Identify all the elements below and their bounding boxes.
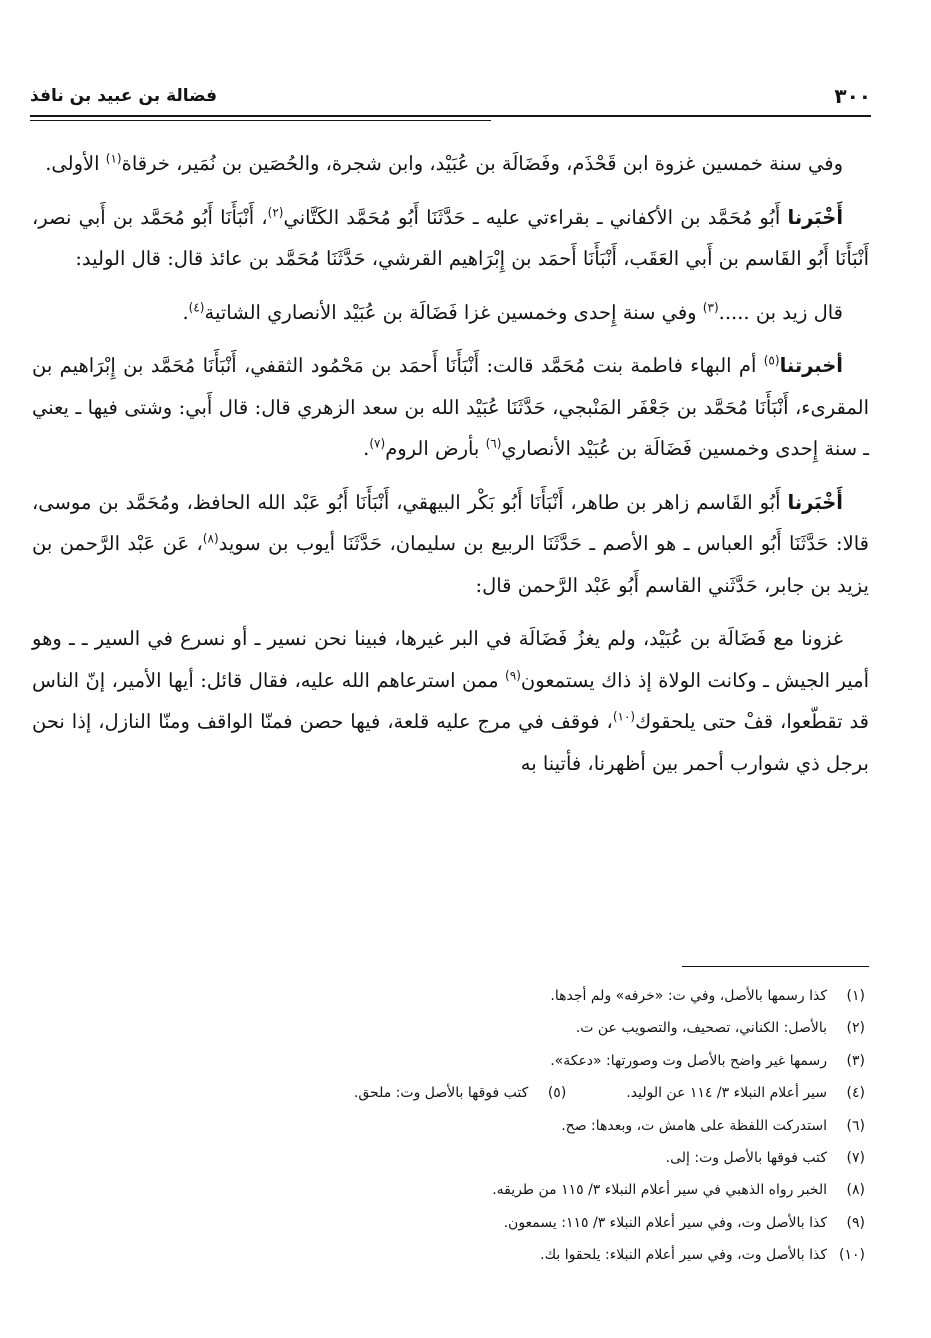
footnote-text: الخبر رواه الذهبي في سير أعلام النبلاء ٣/ ١١٥ من طريقه. (492, 1182, 827, 1199)
footnote-marker: (٦) (485, 436, 502, 451)
footnote-marker: (٤) (188, 300, 205, 314)
paragraph-text: . (182, 300, 189, 324)
isnad-keyword: أَخْبَرنا (787, 205, 844, 229)
paragraph (32, 618, 869, 784)
paragraph-text: أَبُو مُحَمَّد بن الأكفاني ـ بقراءتي عليه ـ حَدَّثَنَا أَبُو مُحَمَّد الكَتَّاني (283, 205, 788, 229)
isnad-keyword: أَخْبَرنا (787, 490, 843, 514)
paragraph-text: وفي سنة خمسين غزوة ابن قَحْذَم، وفَضَالَة بن عُبَيْد، وابن شجرة، والحُصَين بن نُمَير، خرقاة (121, 152, 843, 175)
footnote-number: (٩) (846, 1214, 865, 1231)
paragraph-text: ، فوقف في مرج عليه قلعة، فيها حصن فمنّا الواقف ومنّا النازل، إذا نحن برجل ذي شوارب أحمر بين أظهرنا، فأتينا به (32, 710, 869, 775)
footnote-number: (٥) (547, 1085, 567, 1102)
page-number: ٣٠٠ (834, 84, 871, 108)
paragraph (32, 292, 869, 334)
paragraph-text: . (363, 437, 370, 460)
footnote-text: كذا بالأصل وت، وفي سير أعلام النبلاء: يلحقوا بك. (540, 1247, 827, 1264)
paragraph (32, 143, 869, 185)
header-rule (30, 115, 871, 117)
isnad-keyword: أخبرتنا (779, 354, 843, 377)
paragraph-text: ، أَنْبَأَنَا أَبُو مُحَمَّد بن أَبي نصر، أَنْبَأَنَا أَبُو القَاسم بن أَبي العَقَب، أَنْبَأَنَا أَحمَد بن إِبْرَاهيم القرشي، حَدَّثَنَا مُحَمَّد بن عائذ قال: قال الوليد: (32, 205, 869, 270)
footnote-item (32, 1207, 865, 1239)
paragraph-text: ، عَن عَبْد الرَّحمن بن يزيد بن جابر، حَدَّثَني القاسم أَبُو عَبْد الرَّحمن قال: (32, 532, 869, 597)
paragraph (32, 345, 869, 470)
footnote-text: كتب فوقها بالأصل وت: ملحق. (353, 1085, 529, 1102)
footnote-number: (٧) (846, 1150, 865, 1167)
footnote-number: (٣) (846, 1052, 865, 1069)
footnote-text: استدركت اللفظة على هامش ت، وبعدها: صح. (561, 1117, 827, 1134)
paragraph-text: ممن استرعاهم الله عليه، فقال قائل: أيها الأمير، إنّ الناس قد تقطّعوا، قفْ حتى يلحقوك (32, 668, 869, 733)
running-head (30, 78, 871, 114)
paragraph-text: قال زيد بن ..... (718, 300, 843, 324)
footnote-item (32, 1174, 865, 1206)
paragraph-text: الأولى. (45, 152, 106, 175)
footnote-item (32, 980, 865, 1012)
footnote-marker: (٧) (369, 436, 386, 451)
paragraph-text: بأرض الروم (385, 437, 486, 460)
footnote-item (32, 1077, 865, 1109)
footnote-text: رسمها غير واضح بالأصل وت وصورتها: «دعكة». (550, 1052, 827, 1069)
footnote-number: (٦) (846, 1117, 865, 1134)
footnote-marker: (٣) (702, 300, 719, 314)
footnote-text: كذا بالأصل وت، وفي سير أعلام النبلاء ٣/ ١١٥: يسمعون. (503, 1214, 827, 1231)
footnote-marker: (١٠) (612, 709, 636, 724)
footnote-item (32, 1142, 865, 1174)
footnote-text: سير أعلام النبلاء ٣/ ١١٤ عن الوليد. (626, 1085, 827, 1102)
footnote-gap (566, 1077, 626, 1109)
footnote-marker: (٥) (763, 353, 780, 368)
footnote-rule (682, 966, 869, 967)
paragraph-text: أم البهاء فاطمة بنت مُحَمَّد قالت: أَنْبَأَنَا أَحمَد بن مَحْمُود الثقفي، أَنْبَأَنَا مُحَمَّد بن إِبْرَاهيم بن المقرىء، أَنْبَأَنَا مُحَمَّد بن جَعْفَر المَنْبجي، حَدَّثَنَا عُبَيْد الله بن سعد الزهري قال: قال أَبي: وشتى فيها ـ يعني ـ سنة إِحدى وخمسين فَضَالَة بن عُبَيْد الأنصاري (32, 354, 869, 460)
footnote-item (32, 1012, 865, 1044)
paragraph (32, 197, 869, 280)
footnote-item (32, 1110, 865, 1142)
footnote-text: كذا رسمها بالأصل، وفي ت: «خرفه» ولم أجدها. (550, 988, 827, 1004)
footnotes (32, 980, 865, 1272)
footnote-number: (٤) (846, 1085, 865, 1102)
footnote-number: (٨) (846, 1182, 865, 1199)
footnote-text: بالأصل: الكناني، تصحيف، والتصويب عن ت. (575, 1020, 827, 1037)
main-text (32, 143, 869, 796)
footnote-marker: (٢) (267, 205, 284, 219)
paragraph (32, 482, 869, 607)
header-rule-thin (30, 120, 491, 121)
footnote-marker: (٨) (202, 531, 219, 546)
footnote-number: (١) (846, 988, 865, 1004)
footnote-marker: (١) (105, 151, 122, 166)
paragraph-text: وفي سنة إِحدى وخمسين غزا فَضَالَة بن عُبَيْد الأنصاري الشاتية (204, 300, 703, 324)
footnote-number: (٢) (846, 1020, 865, 1037)
footnote-marker: (٩) (505, 668, 521, 682)
paragraph-text: غزونا مع فَضَالَة بن عُبَيْد، ولم يغزُ فَضَالَة في البر غيرها، فبينا نحن نسير ـ أو نسرع في السير ـ ـ وهو أمير الجيش ـ وكانت الولاة إذ ذاك يستمعون (32, 627, 869, 692)
paragraph-text: أَبُو القَاسم زاهر بن طاهر، أَنْبَأَنَا أَبُو بَكْر البيهقي، أَنْبَأَنَا أَبُو عَبْد الله الحافظ، ومُحَمَّد بن موسى، قالا: حَدَّثَنَا أَبُو العباس ـ هو الأصم ـ حَدَّثَنَا الربيع بن سليمان، حَدَّثَنَا أيوب بن سويد (32, 490, 869, 555)
running-title: فضالة بن عبيد بن نافذ (30, 86, 218, 106)
footnote-item (32, 1045, 865, 1077)
footnote-text: كتب فوقها بالأصل وت: إلى. (665, 1150, 827, 1167)
footnote-item (32, 1239, 865, 1271)
footnote-number: (١٠) (839, 1247, 865, 1264)
